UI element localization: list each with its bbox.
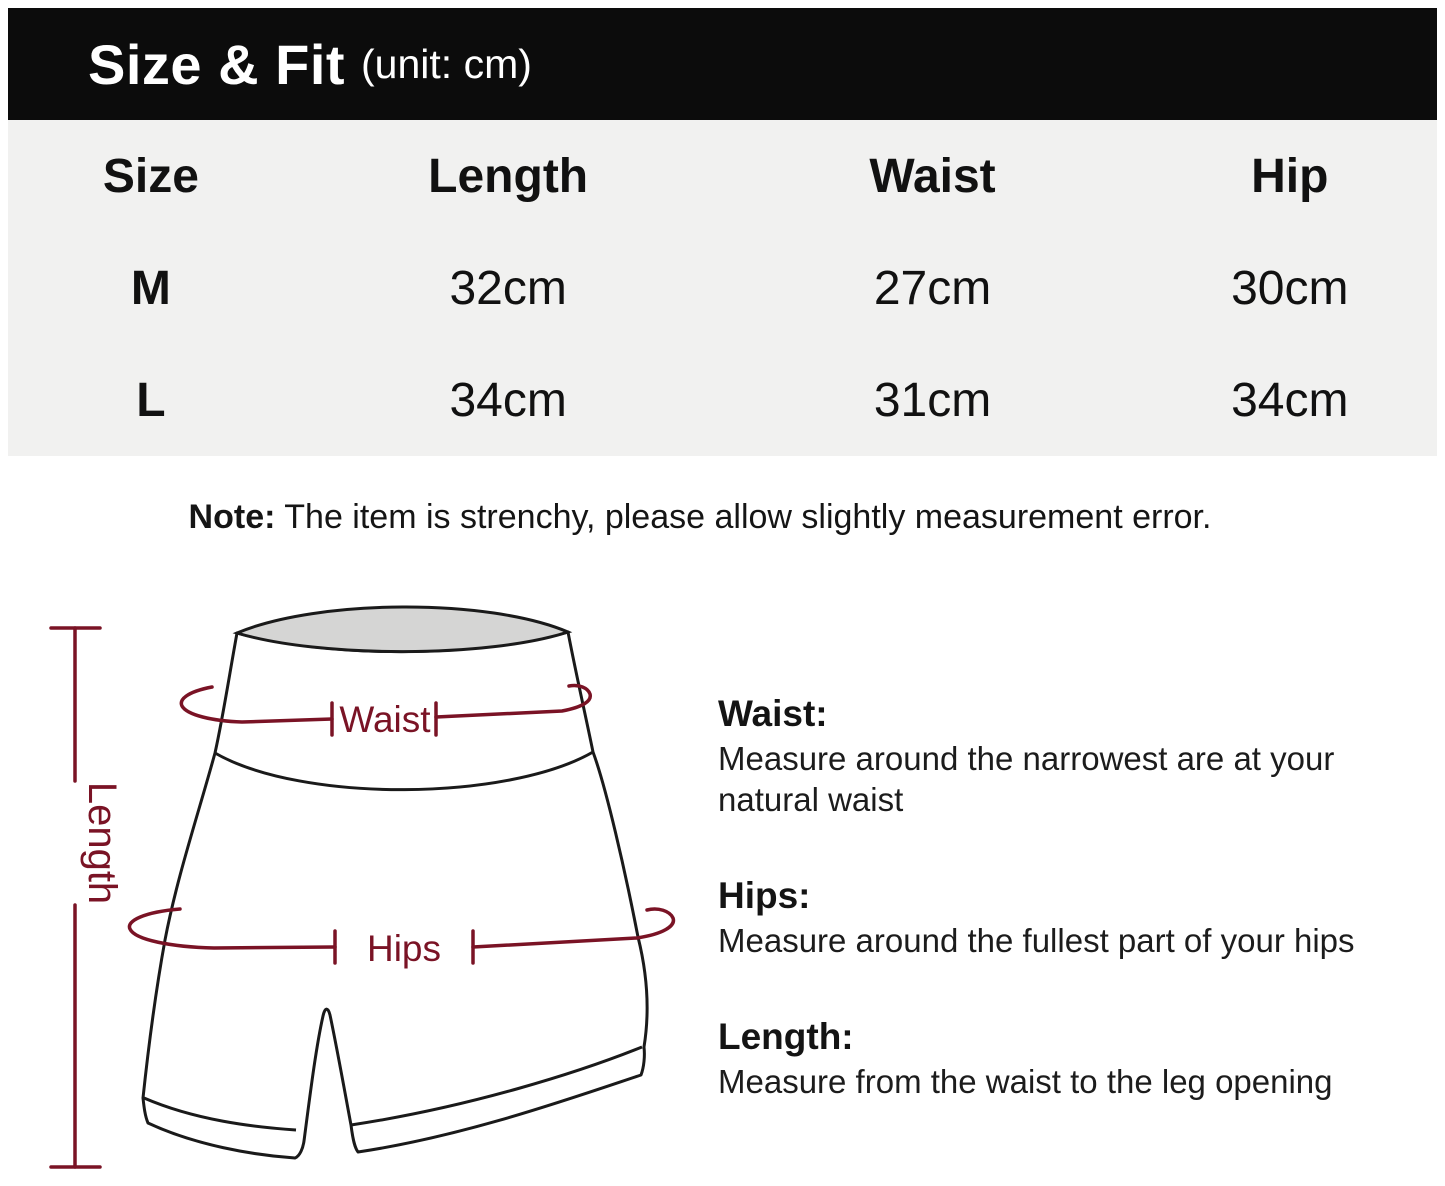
table-row-l-hip: 34cm (1231, 373, 1349, 427)
guide-hips-text: Measure around the fullest part of your hips (718, 922, 1355, 959)
column-header-hip: Hip (1251, 149, 1329, 203)
table-row-l-length: 34cm (449, 373, 567, 427)
guide-hips-heading: Hips: (718, 875, 811, 916)
measuring-guide (718, 690, 1418, 1154)
size-table (8, 120, 1437, 456)
guide-length (718, 1013, 1418, 1102)
column-header-length: Length (428, 149, 589, 203)
note-text: The item is strenchy, please allow slightly measurement error. (275, 498, 1212, 536)
table-row-m-waist: 27cm (873, 261, 992, 315)
guide-hips (718, 872, 1418, 961)
table-row-m-size: M (130, 261, 171, 315)
shorts-measurement-diagram (40, 595, 700, 1186)
guide-length-heading: Length: (718, 1016, 854, 1057)
guide-waist-text: Measure around the narrowest are at your natural waist (718, 740, 1335, 818)
table-row-m-length: 32cm (449, 261, 567, 315)
table-row-l-waist: 31cm (873, 373, 992, 427)
column-header-waist: Waist (869, 149, 996, 203)
stretch-note (0, 498, 1400, 537)
table-row-l-size: L (136, 373, 166, 427)
unit-note: (unit: cm) (361, 40, 532, 87)
waist-diagram-label: Waist (339, 699, 431, 740)
table-row-m-hip: 30cm (1231, 261, 1349, 315)
page-title: Size & Fit (88, 32, 346, 96)
column-header-size: Size (102, 149, 199, 203)
guide-waist-heading: Waist: (718, 693, 828, 734)
guide-waist (718, 690, 1418, 820)
note-label: Note: (188, 498, 276, 536)
header-bar (8, 8, 1437, 120)
guide-length-text: Measure from the waist to the leg opening (718, 1063, 1333, 1100)
length-diagram-label: Length (80, 781, 124, 905)
hips-diagram-label: Hips (366, 928, 442, 969)
